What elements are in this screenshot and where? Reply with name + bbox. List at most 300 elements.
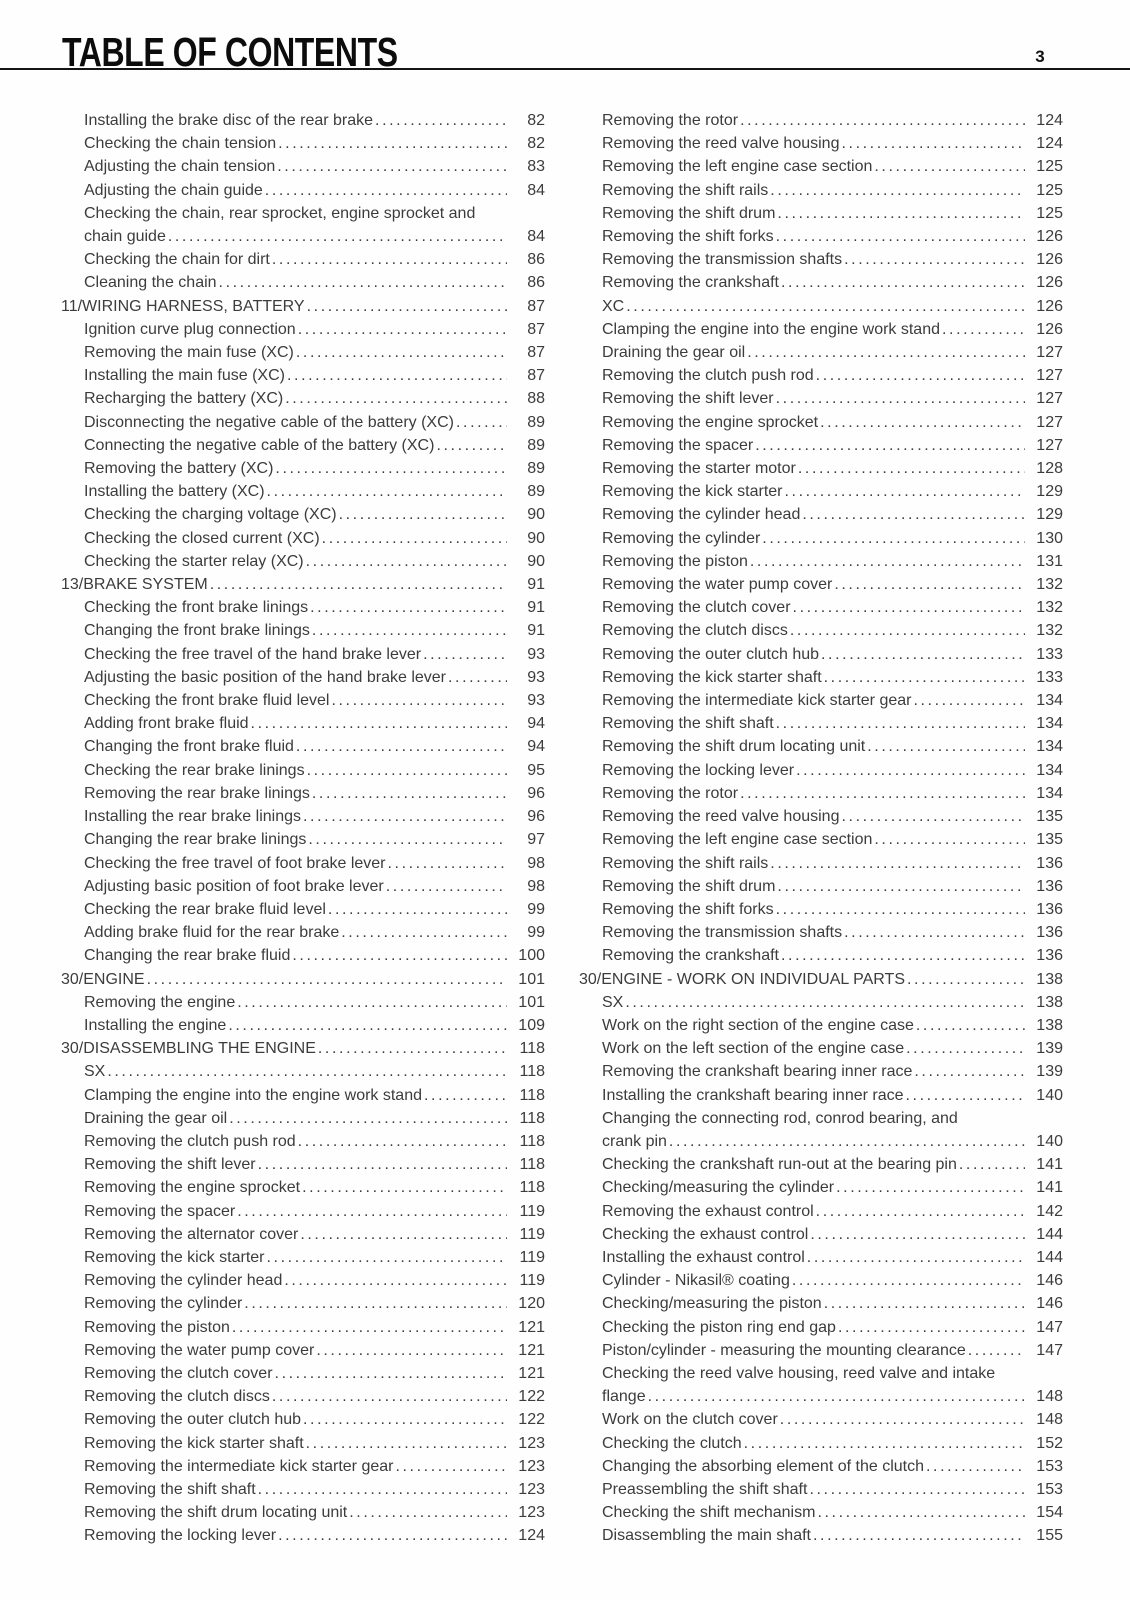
toc-entry bbox=[61, 666, 545, 689]
toc-entry bbox=[61, 1501, 545, 1524]
toc-entry bbox=[61, 434, 545, 457]
dot-leader bbox=[776, 712, 1025, 735]
toc-section-entry bbox=[61, 1037, 545, 1060]
toc-entry bbox=[61, 1060, 545, 1083]
toc-entry-label: Removing the shift drum locating unit bbox=[602, 738, 866, 756]
toc-entry-label: Checking the chain, rear sprocket, engine sprocket and bbox=[84, 204, 476, 222]
dot-leader bbox=[792, 1269, 1025, 1292]
toc-entry-page: 97 bbox=[527, 831, 545, 849]
toc-entry-label: Clamping the engine into the engine work stand bbox=[602, 320, 940, 338]
toc-entry-page: 147 bbox=[1036, 1318, 1063, 1336]
toc-entry-page: 124 bbox=[1036, 135, 1063, 153]
dot-leader bbox=[776, 225, 1025, 248]
toc-entry bbox=[579, 1107, 1063, 1130]
dot-leader bbox=[777, 875, 1025, 898]
toc-entry-label: Changing the rear brake fluid bbox=[84, 947, 291, 965]
toc-entry-page: 84 bbox=[527, 181, 545, 199]
toc-entry-label: SX bbox=[602, 993, 624, 1011]
toc-entry bbox=[61, 550, 545, 573]
dot-leader bbox=[284, 1269, 507, 1292]
toc-entry-page: 144 bbox=[1036, 1225, 1063, 1243]
dot-leader bbox=[926, 1455, 1025, 1478]
toc-entry bbox=[579, 411, 1063, 434]
toc-entry-page: 91 bbox=[527, 576, 545, 594]
dot-leader bbox=[303, 805, 507, 828]
toc-entry-page: 136 bbox=[1036, 900, 1063, 918]
toc-entry-label: Removing the reed valve housing bbox=[602, 808, 840, 826]
toc-entry-label: Connecting the negative cable of the battery (XC) bbox=[84, 436, 435, 454]
toc-entry bbox=[579, 666, 1063, 689]
toc-entry-page: 118 bbox=[519, 1040, 545, 1058]
toc-entry-page: 134 bbox=[1036, 738, 1063, 756]
toc-entry bbox=[579, 109, 1063, 132]
toc-entry-page: 134 bbox=[1036, 715, 1063, 733]
dot-leader bbox=[776, 898, 1025, 921]
toc-entry-label: Removing the outer clutch hub bbox=[84, 1411, 302, 1429]
toc-entry-label: Adding brake fluid for the rear brake bbox=[84, 924, 340, 942]
dot-leader bbox=[777, 202, 1025, 225]
toc-entry bbox=[579, 852, 1063, 875]
dot-leader bbox=[916, 1014, 1025, 1037]
dot-leader bbox=[306, 1432, 507, 1455]
toc-entry bbox=[579, 875, 1063, 898]
dot-leader bbox=[824, 1292, 1025, 1315]
toc-entry bbox=[579, 1200, 1063, 1223]
dot-leader bbox=[349, 1501, 507, 1524]
toc-entry-label: Disassembling the main shaft bbox=[602, 1527, 811, 1545]
toc-entry-page: 86 bbox=[527, 251, 545, 269]
toc-entry bbox=[61, 875, 545, 898]
dot-leader bbox=[210, 573, 507, 596]
toc-entry bbox=[61, 643, 545, 666]
toc-entry-page: 99 bbox=[527, 924, 545, 942]
toc-entry-page: 94 bbox=[527, 715, 545, 733]
toc-entry-label: Removing the rotor bbox=[602, 112, 739, 129]
toc-entry-label: Changing the front brake linings bbox=[84, 622, 310, 640]
toc-entry-label: Removing the shift lever bbox=[84, 1156, 256, 1174]
dot-leader bbox=[816, 364, 1025, 387]
toc-entry-page: 122 bbox=[518, 1411, 545, 1429]
dot-leader bbox=[798, 457, 1025, 480]
dot-leader bbox=[669, 1130, 1025, 1153]
toc-entry-label: Installing the exhaust control bbox=[602, 1248, 805, 1266]
toc-entry bbox=[579, 341, 1063, 364]
dot-leader bbox=[740, 109, 1025, 132]
toc-entry-page: 126 bbox=[1036, 297, 1063, 315]
dot-leader bbox=[780, 1408, 1025, 1431]
toc-entry-label: Removing the crankshaft bearing inner race bbox=[602, 1063, 913, 1081]
toc-entry-label: Removing the engine sprocket bbox=[84, 1179, 301, 1197]
toc-entry-page: 132 bbox=[1036, 576, 1063, 594]
toc-entry bbox=[579, 712, 1063, 735]
toc-entry bbox=[61, 898, 545, 921]
dot-leader bbox=[802, 503, 1025, 526]
page-title: TABLE OF CONTENTS bbox=[62, 29, 398, 75]
toc-entry-page: 91 bbox=[527, 599, 545, 617]
toc-entry-page: 152 bbox=[1036, 1434, 1063, 1452]
toc-entry-label: Removing the rear brake linings bbox=[84, 784, 310, 802]
toc-entry bbox=[579, 643, 1063, 666]
toc-entry bbox=[579, 248, 1063, 271]
toc-entry-page: 148 bbox=[1036, 1411, 1063, 1429]
toc-entry-page: 127 bbox=[1036, 413, 1063, 431]
toc-entry-page: 127 bbox=[1036, 390, 1063, 408]
toc-entry bbox=[579, 944, 1063, 967]
toc-entry-page: 89 bbox=[527, 436, 545, 454]
toc-entry bbox=[579, 619, 1063, 642]
toc-entry-label: XC bbox=[602, 297, 625, 315]
toc-entry-page: 109 bbox=[518, 1016, 545, 1034]
toc-entry-page: 131 bbox=[1036, 552, 1063, 570]
dot-leader bbox=[436, 434, 507, 457]
toc-entry-label: Removing the transmission shafts bbox=[602, 924, 843, 942]
toc-entry-page: 126 bbox=[1036, 228, 1063, 246]
toc-entry bbox=[579, 434, 1063, 457]
toc-entry-label: flange bbox=[602, 1388, 646, 1406]
toc-entry-label: Checking the clutch bbox=[602, 1434, 742, 1452]
toc-entry bbox=[61, 1269, 545, 1292]
toc-entry-label: chain guide bbox=[84, 228, 166, 246]
toc-entry-page: 148 bbox=[1036, 1388, 1063, 1406]
toc-entry-label: Removing the shift drum locating unit bbox=[84, 1504, 348, 1522]
header-page-number: 3 bbox=[1035, 47, 1045, 66]
toc-entry-label: crank pin bbox=[602, 1132, 667, 1150]
toc-entry-page: 122 bbox=[518, 1388, 545, 1406]
toc-entry-page: 118 bbox=[519, 1132, 545, 1150]
toc-entry-page: 125 bbox=[1036, 158, 1063, 176]
toc-entry-page: 124 bbox=[518, 1527, 545, 1545]
toc-entry bbox=[579, 1060, 1063, 1083]
toc-entry-page: 125 bbox=[1036, 181, 1063, 199]
toc-entry bbox=[579, 759, 1063, 782]
toc-entry-page: 153 bbox=[1036, 1457, 1063, 1475]
toc-entry bbox=[61, 1014, 545, 1037]
toc-entry-label: Removing the shift forks bbox=[602, 228, 774, 246]
dot-leader bbox=[312, 782, 507, 805]
toc-entry-page: 88 bbox=[527, 390, 545, 408]
toc-entry-page: 124 bbox=[1036, 112, 1063, 129]
toc-entry bbox=[579, 898, 1063, 921]
toc-entry-page: 95 bbox=[527, 761, 545, 779]
dot-leader bbox=[740, 782, 1025, 805]
dot-leader bbox=[824, 666, 1025, 689]
toc-entry bbox=[61, 1432, 545, 1455]
toc-entry-label: Work on the left section of the engine case bbox=[602, 1040, 905, 1058]
dot-leader bbox=[278, 1524, 507, 1547]
dot-leader bbox=[341, 921, 507, 944]
toc-entry-label: Removing the clutch cover bbox=[602, 599, 791, 617]
toc-entry bbox=[579, 1524, 1063, 1547]
dot-leader bbox=[781, 271, 1025, 294]
toc-entry-label: Removing the cylinder bbox=[84, 1295, 243, 1313]
toc-entry-label: Installing the brake disc of the rear brake bbox=[84, 112, 374, 129]
toc-entry bbox=[61, 1408, 545, 1431]
toc-entry-label: Checking the reed valve housing, reed valve and intake bbox=[602, 1364, 996, 1382]
toc-entry-label: Installing the rear brake linings bbox=[84, 808, 302, 826]
toc-entry-page: 99 bbox=[527, 900, 545, 918]
toc-entry-label: Changing the absorbing element of the clutch bbox=[602, 1457, 924, 1475]
toc-entry-label: Removing the engine bbox=[84, 993, 236, 1011]
dot-leader bbox=[626, 295, 1025, 318]
dot-leader bbox=[307, 759, 507, 782]
toc-entry bbox=[579, 225, 1063, 248]
dot-leader bbox=[312, 619, 507, 642]
toc-entry bbox=[61, 1130, 545, 1153]
toc-entry bbox=[579, 1269, 1063, 1292]
toc-entry-label: Removing the water pump cover bbox=[602, 576, 833, 594]
toc-entry bbox=[61, 735, 545, 758]
toc-entry bbox=[579, 550, 1063, 573]
toc-entry-page: 123 bbox=[518, 1457, 545, 1475]
toc-entry-label: Removing the starter motor bbox=[602, 460, 796, 478]
toc-entry-label: Installing the engine bbox=[84, 1016, 227, 1034]
toc-entry-label: Removing the shift drum bbox=[602, 877, 776, 895]
toc-entry bbox=[61, 1176, 545, 1199]
toc-entry-page: 118 bbox=[519, 1063, 545, 1081]
toc-entry-label: Checking the shift mechanism bbox=[602, 1504, 816, 1522]
toc-entry-label: Removing the crankshaft bbox=[602, 274, 779, 292]
toc-entry bbox=[61, 782, 545, 805]
dot-leader bbox=[278, 132, 507, 155]
toc-entry-page: 154 bbox=[1036, 1504, 1063, 1522]
toc-entry bbox=[61, 411, 545, 434]
toc-entry-label: Removing the spacer bbox=[602, 436, 754, 454]
dot-leader bbox=[287, 364, 507, 387]
toc-entry-label: Adjusting the chain tension bbox=[84, 158, 276, 176]
dot-leader bbox=[302, 1176, 507, 1199]
toc-entry bbox=[579, 1246, 1063, 1269]
toc-entry bbox=[579, 1084, 1063, 1107]
toc-entry-label: Removing the shift forks bbox=[602, 900, 774, 918]
dot-leader bbox=[820, 411, 1025, 434]
toc-entry-page: 98 bbox=[527, 877, 545, 895]
toc-entry-label: Checking the free travel of foot brake lever bbox=[84, 854, 386, 872]
dot-leader bbox=[968, 1339, 1025, 1362]
dot-leader bbox=[298, 318, 507, 341]
dot-leader bbox=[785, 480, 1025, 503]
toc-entry bbox=[61, 944, 545, 967]
toc-entry-page: 87 bbox=[527, 297, 545, 315]
toc-entry bbox=[61, 318, 545, 341]
dot-leader bbox=[755, 434, 1025, 457]
dot-leader bbox=[300, 1223, 507, 1246]
dot-leader bbox=[821, 643, 1025, 666]
toc-entry-page: 86 bbox=[527, 274, 545, 292]
dot-leader bbox=[306, 550, 507, 573]
toc-entry-page: 90 bbox=[527, 506, 545, 524]
dot-leader bbox=[776, 387, 1025, 410]
dot-leader bbox=[275, 1362, 507, 1385]
toc-entry-page: 118 bbox=[519, 1109, 545, 1127]
toc-entry-page: 134 bbox=[1036, 692, 1063, 710]
dot-leader bbox=[267, 1246, 507, 1269]
dot-leader bbox=[277, 155, 507, 178]
toc-entry-label: Removing the clutch push rod bbox=[602, 367, 814, 385]
dot-leader bbox=[817, 1501, 1025, 1524]
dot-leader bbox=[625, 991, 1025, 1014]
dot-leader bbox=[237, 991, 507, 1014]
dot-leader bbox=[275, 457, 507, 480]
toc-entry-label: 11/WIRING HARNESS, BATTERY bbox=[61, 297, 305, 315]
toc-entry-label: Removing the left engine case section bbox=[602, 831, 873, 849]
dot-leader bbox=[308, 828, 507, 851]
dot-leader bbox=[339, 503, 507, 526]
toc-entry bbox=[61, 759, 545, 782]
toc-entry bbox=[61, 1200, 545, 1223]
toc-entry-label: Removing the water pump cover bbox=[84, 1341, 315, 1359]
toc-entry bbox=[61, 527, 545, 550]
toc-entry bbox=[579, 1385, 1063, 1408]
toc-entry bbox=[61, 1339, 545, 1362]
toc-entry-page: 93 bbox=[527, 645, 545, 663]
dot-leader bbox=[867, 735, 1025, 758]
toc-entry-page: 119 bbox=[519, 1272, 545, 1290]
dot-leader bbox=[292, 944, 507, 967]
toc-entry-page: 89 bbox=[527, 483, 545, 501]
toc-entry bbox=[579, 1130, 1063, 1153]
toc-entry-label: Removing the crankshaft bbox=[602, 947, 779, 965]
toc-entry-label: Checking the front brake linings bbox=[84, 599, 309, 617]
toc-entry-label: Removing the clutch push rod bbox=[84, 1132, 296, 1150]
toc-entry-page: 128 bbox=[1036, 460, 1063, 478]
toc-entry-page: 141 bbox=[1036, 1156, 1063, 1174]
dot-leader bbox=[267, 480, 507, 503]
dot-leader bbox=[907, 968, 1025, 991]
toc-entry bbox=[61, 596, 545, 619]
toc-entry-label: Work on the clutch cover bbox=[602, 1411, 778, 1429]
dot-leader bbox=[328, 898, 507, 921]
toc-entry-label: Checking the starter relay (XC) bbox=[84, 552, 304, 570]
toc-entry-page: 132 bbox=[1036, 599, 1063, 617]
dot-leader bbox=[237, 1200, 507, 1223]
toc-entry-page: 100 bbox=[518, 947, 545, 965]
toc-entry-label: Removing the kick starter bbox=[602, 483, 783, 501]
dot-leader bbox=[296, 735, 507, 758]
dot-leader bbox=[834, 573, 1025, 596]
toc-entry bbox=[579, 457, 1063, 480]
toc-entry bbox=[61, 1362, 545, 1385]
toc-entry-label: Removing the kick starter bbox=[84, 1248, 265, 1266]
dot-leader bbox=[744, 1432, 1025, 1455]
toc-entry-page: 140 bbox=[1036, 1086, 1063, 1104]
toc-entry-page: 87 bbox=[527, 320, 545, 338]
toc-entry bbox=[579, 573, 1063, 596]
toc-entry-label: Removing the cylinder head bbox=[602, 506, 801, 524]
toc-entry-label: Removing the locking lever bbox=[84, 1527, 277, 1545]
dot-leader bbox=[258, 1478, 507, 1501]
toc-entry bbox=[61, 480, 545, 503]
toc-entry-label: Removing the piston bbox=[602, 552, 748, 570]
dot-leader bbox=[807, 1246, 1025, 1269]
toc-entry-label: Removing the spacer bbox=[84, 1202, 236, 1220]
toc-entry-label: Checking the crankshaft run-out at the bearing pin bbox=[602, 1156, 957, 1174]
toc-entry-page: 91 bbox=[527, 622, 545, 640]
dot-leader bbox=[781, 944, 1025, 967]
toc-entry-page: 119 bbox=[519, 1225, 545, 1243]
toc-entry-page: 127 bbox=[1036, 367, 1063, 385]
dot-leader bbox=[844, 921, 1025, 944]
toc-entry-label: Removing the shift lever bbox=[602, 390, 774, 408]
dot-leader bbox=[816, 1200, 1025, 1223]
toc-entry-page: 119 bbox=[519, 1202, 545, 1220]
toc-entry-page: 121 bbox=[518, 1364, 545, 1382]
dot-leader bbox=[316, 1339, 507, 1362]
toc-entry-label: Removing the clutch discs bbox=[84, 1388, 270, 1406]
toc-entry bbox=[61, 1316, 545, 1339]
toc-entry-page: 126 bbox=[1036, 320, 1063, 338]
toc-section-entry bbox=[61, 573, 545, 596]
toc-entry bbox=[579, 202, 1063, 225]
toc-entry-label: Removing the main fuse (XC) bbox=[84, 344, 294, 362]
toc-entry-page: 101 bbox=[518, 970, 545, 988]
toc-entry-page: 96 bbox=[527, 808, 545, 826]
dot-leader bbox=[750, 550, 1025, 573]
toc-column-right bbox=[579, 109, 1063, 1548]
toc-entry-label: SX bbox=[84, 1063, 106, 1081]
toc-entry-page: 133 bbox=[1036, 668, 1063, 686]
toc-entry-page: 89 bbox=[527, 460, 545, 478]
toc-entry bbox=[61, 1292, 545, 1315]
toc-entry bbox=[61, 1385, 545, 1408]
toc-entry bbox=[579, 387, 1063, 410]
toc-entry-label: Removing the rotor bbox=[602, 784, 739, 802]
dot-leader bbox=[942, 318, 1025, 341]
dot-leader bbox=[107, 1060, 507, 1083]
dot-leader bbox=[770, 852, 1025, 875]
toc-entry-page: 129 bbox=[1036, 483, 1063, 501]
toc-entry-page: 101 bbox=[518, 993, 545, 1011]
toc-entry-page: 136 bbox=[1036, 854, 1063, 872]
dot-leader bbox=[244, 1292, 507, 1315]
toc-entry bbox=[579, 155, 1063, 178]
toc-entry-label: Removing the shift rails bbox=[602, 181, 769, 199]
toc-entry-page: 155 bbox=[1036, 1527, 1063, 1545]
dot-leader bbox=[423, 643, 507, 666]
toc-entry-label: Changing the front brake fluid bbox=[84, 738, 294, 756]
dot-leader bbox=[272, 1385, 507, 1408]
dot-leader bbox=[959, 1153, 1025, 1176]
header-rule bbox=[0, 68, 1130, 70]
toc-entry-label: Removing the exhaust control bbox=[602, 1202, 814, 1220]
toc-entry-label: Checking/measuring the cylinder bbox=[602, 1179, 835, 1197]
toc-entry bbox=[61, 619, 545, 642]
toc-entry-page: 135 bbox=[1036, 808, 1063, 826]
dot-leader bbox=[229, 1107, 507, 1130]
toc-entry-label: Removing the intermediate kick starter gear bbox=[602, 692, 912, 710]
dot-leader bbox=[298, 1130, 507, 1153]
toc-entry-page: 139 bbox=[1036, 1040, 1063, 1058]
dot-leader bbox=[285, 387, 507, 410]
toc-entry bbox=[579, 179, 1063, 202]
toc-entry-label: Draining the gear oil bbox=[84, 1109, 228, 1127]
dot-leader bbox=[448, 666, 507, 689]
toc-entry-label: Removing the kick starter shaft bbox=[84, 1434, 304, 1452]
toc-entry-label: Checking the exhaust control bbox=[602, 1225, 809, 1243]
dot-leader bbox=[648, 1385, 1025, 1408]
dot-leader bbox=[844, 248, 1025, 271]
dot-leader bbox=[841, 132, 1025, 155]
toc-entry-label: Removing the transmission shafts bbox=[602, 251, 843, 269]
toc-entry-label: Checking the rear brake linings bbox=[84, 761, 305, 779]
toc-entry bbox=[61, 132, 545, 155]
toc-entry-page: 147 bbox=[1036, 1341, 1063, 1359]
toc-entry-page: 123 bbox=[518, 1480, 545, 1498]
dot-leader bbox=[913, 689, 1025, 712]
toc-entry-label: 13/BRAKE SYSTEM bbox=[61, 576, 208, 594]
toc-entry-label: Checking the free travel of the hand brake lever bbox=[84, 645, 422, 663]
toc-entry-label: Disconnecting the negative cable of the battery (XC) bbox=[84, 413, 454, 431]
dot-leader bbox=[838, 1316, 1025, 1339]
